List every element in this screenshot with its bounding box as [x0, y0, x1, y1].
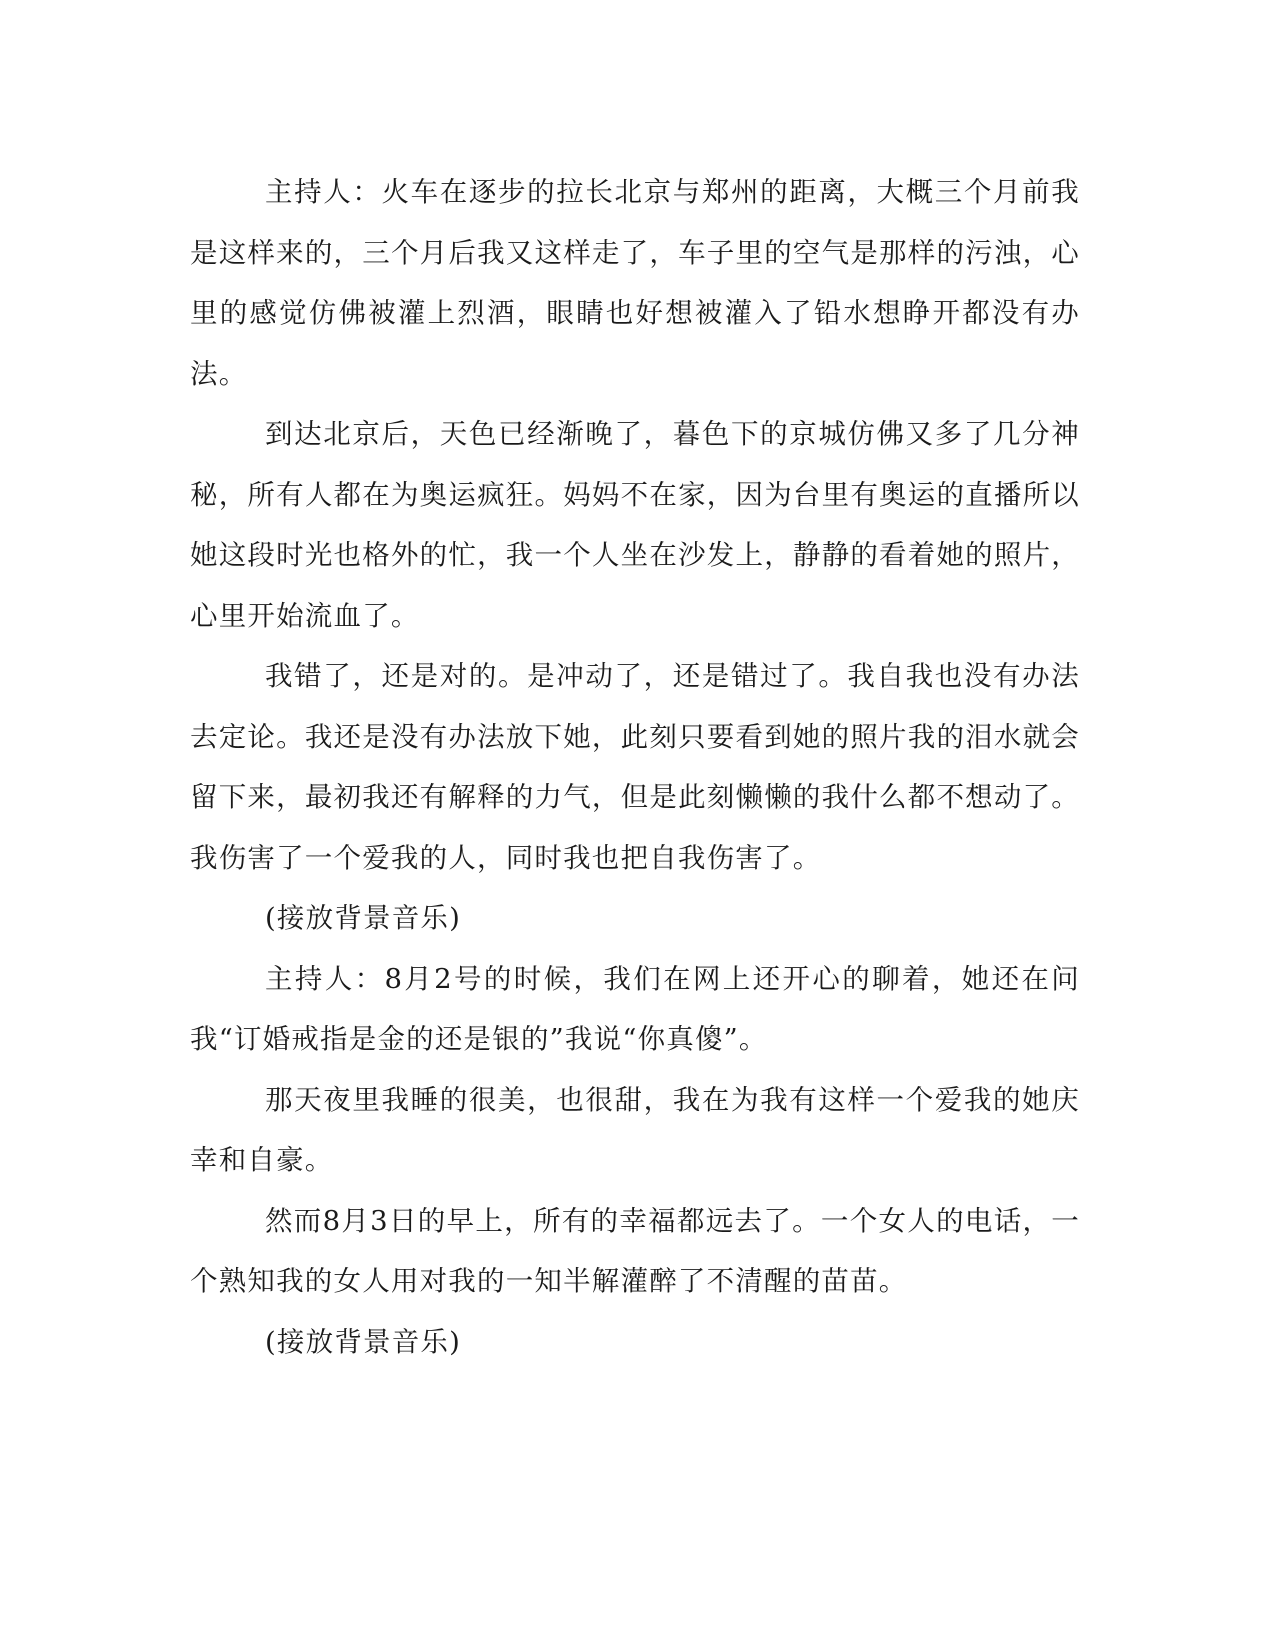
paragraph: 那天夜里我睡的很美，也很甜，我在为我有这样一个爱我的她庆幸和自豪。 [190, 1083, 1080, 1176]
paragraph: 到达北京后，天色已经渐晚了，暮色下的京城仿佛又多了几分神秘，所有人都在为奥运疯狂。妈妈不在家，因为台里有奥运的直播所以她这段时光也格外的忙，我一个人坐在沙发上，静静的看着她的照片，心里开始流血了。 [190, 418, 1080, 632]
document-body [190, 162, 1080, 1372]
stage-direction: (接放背景音乐) [265, 1325, 462, 1358]
paragraph: 主持人：8月2号的时候，我们在网上还开心的聊着，她还在问我“订婚戒指是金的还是银的”我说“你真傻”。 [190, 962, 1080, 1055]
stage-direction: (接放背景音乐) [265, 902, 462, 934]
paragraph: 然而8月3日的早上，所有的幸福都远去了。一个女人的电话，一个熟知我的女人用对我的一知半解灌醉了不清醒的苗苗。 [190, 1204, 1080, 1297]
paragraph: 我错了，还是对的。是冲动了，还是错过了。我自我也没有办法去定论。我还是没有办法放下她，此刻只要看到她的照片我的泪水就会留下来，最初我还有解释的力气，但是此刻懒懒的我什么都不想动了。我伤害了一个爱我的人，同时我也把自我伤害了。 [190, 660, 1080, 874]
paragraph: 主持人：火车在逐步的拉长北京与郑州的距离，大概三个月前我是这样来的，三个月后我又这样走了，车子里的空气是那样的污浊，心里的感觉仿佛被灌上烈酒，眼睛也好想被灌入了铅水想睁开都没有办法。 [190, 176, 1080, 390]
